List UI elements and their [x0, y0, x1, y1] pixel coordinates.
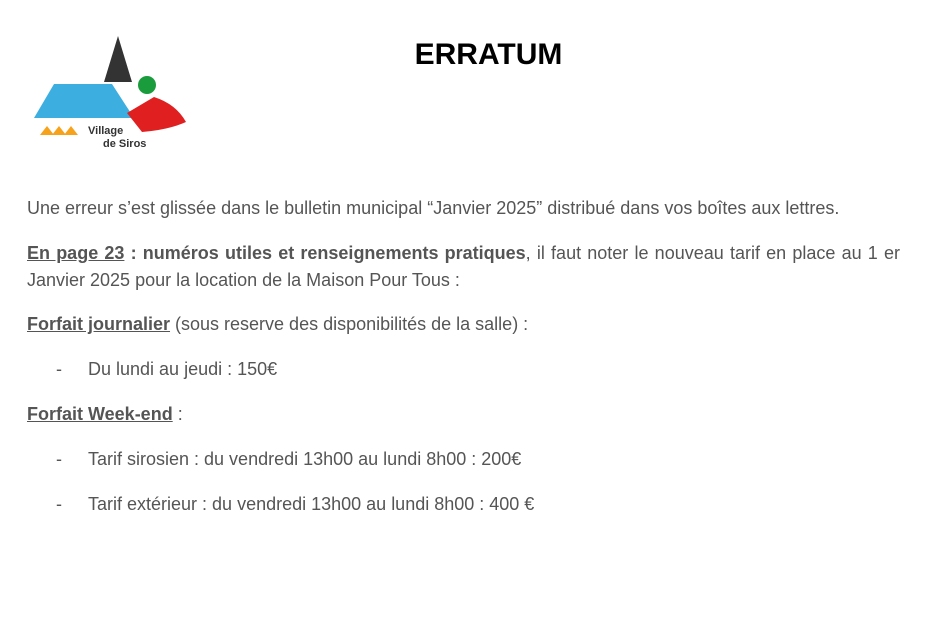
forfait-weekend-label: Forfait Week-end: [27, 404, 173, 424]
forfait-weekend-heading: [27, 401, 900, 428]
logo-roof: [34, 84, 134, 118]
list-item-text: Du lundi au jeudi : 150€: [88, 359, 278, 379]
forfait-journalier-list: [27, 356, 900, 383]
logo-text-village: Village: [88, 125, 124, 137]
village-de-siros-logo: [30, 34, 190, 154]
logo-peak: [104, 36, 132, 82]
page-title: ERRATUM: [414, 38, 563, 71]
erratum-body: [27, 195, 900, 536]
logo-dot: [138, 76, 156, 94]
forfait-journalier-heading: [27, 311, 900, 338]
section-name: : numéros utiles et renseignements pratiques: [124, 243, 526, 263]
logo-fan: [127, 97, 186, 132]
tarif-paragraph: [27, 240, 900, 294]
list-item-text: Tarif extérieur : du vendredi 13h00 au lundi 8h00 : 400 €: [88, 494, 535, 514]
list-item: [27, 356, 900, 383]
forfait-journalier-note: (sous reserve des disponibilités de la salle) :: [170, 314, 529, 334]
bullet-dash: -: [56, 449, 62, 469]
tarif-text: , il faut noter le nouveau tarif en place au 1 er Janvier 2025 pour la location de la Maison Pour Tous :: [27, 243, 900, 290]
forfait-journalier-label: Forfait journalier: [27, 314, 171, 334]
bullet-dash: -: [56, 359, 62, 379]
forfait-weekend-list: [27, 446, 900, 518]
list-item: [27, 446, 900, 473]
forfait-weekend-note: :: [172, 404, 183, 424]
page-reference: En page 23: [27, 243, 125, 263]
logo-accent-2: [52, 126, 66, 135]
logo-accent-1: [40, 126, 54, 135]
logo-accent-3: [64, 126, 78, 135]
bullet-dash: -: [56, 494, 62, 514]
logo-text-siros: de Siros: [103, 138, 147, 150]
intro-paragraph: Une erreur s’est glissée dans le bulletin municipal “Janvier 2025” distribué dans vos boîtes aux lettres.: [27, 198, 840, 218]
list-item-text: Tarif sirosien : du vendredi 13h00 au lundi 8h00 : 200€: [88, 449, 522, 469]
list-item: [27, 491, 900, 518]
